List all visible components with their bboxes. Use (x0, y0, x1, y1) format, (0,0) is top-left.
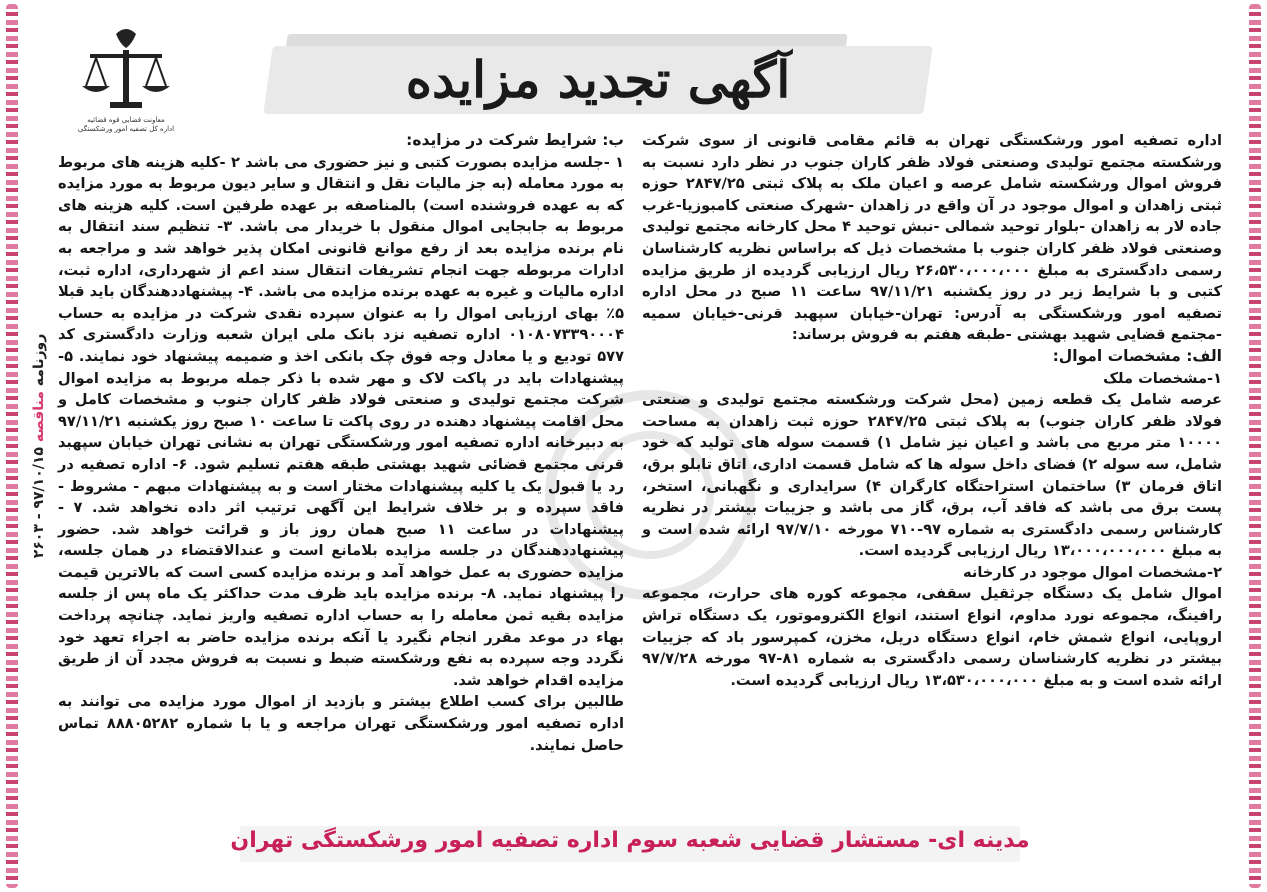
right-column (642, 130, 1222, 691)
section-a-heading: الف: مشخصات اموال: (1052, 346, 1222, 365)
newspaper-issue-line: روزنامه مناقصه ۹۷/۱۰/۱۵ - ۲۶۰۳ (31, 333, 47, 559)
item1-body: عرصه شامل یک قطعه زمین (محل شرکت ورشکسته مجتمع تولیدی و صنعتی فولاد ظفر کاران جنوب) به پلاک ثبتی ۲۸۴۷/۲۵ حوزه ثبت زاهدان به مساحت ۱۰۰۰۰ متر مربع می باشد و اعیان نیز شامل ۱) قسمت سوله های تولید که خود شامل، سه سوله ۲) فضای داخل سوله ها که شامل قسمت اداری، اتاق تابلو برق، اتاق فرمان ۳) ساختمان استراحتگاه کارگران ۴) سرایداری و نگهبانی، استخر، پست برق می باشد که فاقد آب، برق، گاز می باشد و جزییات بیشتر در نظریه کارشناس رسمی دادگستری به شماره ۹۷-۷۱۰ مورخه ۹۷/۷/۱۰ ارائه شده است و به مبلغ ۱۳،۰۰۰،۰۰۰،۰۰۰ ریال ارزیابی گردیده است. (642, 391, 1223, 560)
decorative-border-left (6, 4, 18, 888)
item2-body: اموال شامل یک دستگاه جرثقیل سقفی، مجموعه کوره های حرارت، مجموعه رافینگ، مجموعه نورد مداوم، انواع استند، انواع الکتروموتور، یک دستگاه تراش اروپایی، انواع شمش خام، انواع دستگاه دریل، مخزن، کمپرسور باد که جزییات بیشتر در نظریه کارشناسان رسمی دادگستری به شماره ۸۱-۹۷ مورخه ۹۷/۷/۲۸ ارائه شده است و به مبلغ ۱۳،۵۳۰،۰۰۰،۰۰۰ ریال ارزیابی گردیده است. (642, 585, 1222, 689)
conditions-body: ۱ -جلسه مزایده بصورت کتبی و نیز حضوری می باشد ۲ -کلیه هزینه های مربوط به مورد معامله (به جز مالیات نقل و انتقال و سایر دیون مربوط به مورد مزایده که به عهده فروشنده است) بالمناصفه بر عهده طرفین است. کلیه هزینه های مربوط به جابجایی اموال منقول با خریدار می باشد. ۳- تنظیم سند انتقال به نام برنده مزایده بعد از رفع موانع قانونی امکان پذیر خواهد شد و مراجعه به ادارات مربوطه جهت انجام تشریفات انتقال سند اعم از شهرداری، اداره ثبت، اداره مالیات و غیره به عهده برنده مزایده می باشد. ۴- پیشنهاددهندگان باید قبلا ۵٪ بهای ارزیابی اموال را به عنوان سپرده نقدی شرکت در مزایده به حساب ۰۱۰۸۰۷۳۳۹۰۰۰۴ اداره تصفیه نزد بانک ملی ایران شعبه وزارت دادگستری کد ۵۷۷ تودیع و یا معادل وجه فوق چک بانکی اخذ و ضمیمه پیشنهاد خود نمایند. ۵- پیشنهادات باید در پاکت لاک و مهر شده با ذکر جمله مربوط به مزایده اموال شرکت مجتمع تولیدی و صنعتی فولاد ظفر کاران جنوب و مشخصات کامل و محل اقامت پیشنهاد دهنده در روی پاکت تا ساعت ۱۰ صبح روز یکشنبه ۹۷/۱۱/۲۱ به دبیرخانه اداره تصفیه امور ورشکستگی تهران به نشانی تهران خیابان سپهبد قرنی مجتمع قضائی شهید بهشتی طبقه هفتم تسلیم شود. ۶- اداره تصفیه در رد یا قبول یک یا کلیه پیشنهادات مختار است و به پیشنهادات مبهم - مشروط - فاقد سپرده و بر خلاف شرایط این آگهی ترتیب اثر داده نخواهد شد. ۷ - پیشنهادات در ساعت ۱۱ صبح همان روز باز و قرائت خواهد شد. حضور پیشنهاددهندگان در جلسه مزایده بلامانع است و عندالاقتضاء در همان جلسه، مزایده حضوری به عمل خواهد آمد و برنده مزایده کسی است که بالاترین قیمت را پیشنهاد نماید. ۸- برنده مزایده باید ظرف مدت حداکثر یک ماه پس از جلسه مزایده بقیه ثمن معامله را به حساب اداره تصفیه واریز نماید. چنانچه پرداخت بهاء در موعد مقرر انجام نگیرد یا آنکه برنده مزایده حاضر به اجراء تعهد خود نگردد وجه سپرده به نفع ورشکسته ضبط و نسبت به فروش مجدد آن از طریق مزایده اقدام خواهد شد. (58, 153, 624, 689)
item1-title: ۱-مشخصات ملک (1103, 369, 1222, 387)
page-title: آگهی تجدید مزایده (405, 50, 791, 109)
signature-text: مدینه ای- مستشار قضایی شعبه سوم اداره تصفیه امور ورشکستگی تهران (230, 828, 1030, 853)
title-banner (258, 28, 938, 124)
scales-of-justice-icon (76, 24, 176, 116)
left-column (58, 130, 624, 756)
emblem-caption-1: معاونت قضایی قوه قضائیه (87, 116, 165, 124)
closing-paragraph: طالبین برای کسب اطلاع بیشتر و بازدید از اموال مورد مزایده می توانند به اداره تصفیه امور ورشکستگی تهران مراجعه و یا با شماره ۸۸۸۰۵۲۸۲ تماس حاصل نمایند. (58, 693, 624, 754)
judiciary-emblem (76, 24, 176, 134)
newspaper-side-strip (22, 0, 56, 892)
decorative-border-right (1249, 4, 1261, 888)
item2-title: ۲-مشخصات اموال موجود در کارخانه (962, 563, 1222, 581)
signature-footer (180, 822, 1080, 866)
intro-paragraph: اداره تصفیه امور ورشکستگی تهران به قائم مقامی قانونی از سوی شرکت ورشکسته مجتمع تولیدی وصنعتی فولاد ظفر کاران جنوب در نظر دارد نسبت به فروش اموال ورشکسته شامل عرصه و اعیان ملک به پلاک ثبتی ۲۸۴۷/۲۵ حوزه ثبتی زاهدان و اموال موجود در آن واقع در زاهدان -شهرک صنعتی کامبوزیا-غرب جاده لار به زاهدان -بلوار توحید شمالی -نبش توحید ۴ محل کارخانه مجتمع تولیدی وصنعتی فولاد ظفر کاران جنوب با مشخصات ذیل که براساس نظریه کارشناسان رسمی دادگستری به مبلغ ۲۶،۵۳۰،۰۰۰،۰۰۰ ریال ارزیابی گردیده از طریق مزایده کتبی و با شرایط زیر در روز یکشنبه ۹۷/۱۱/۲۱ ساعت ۱۱ صبح در محل اداره تصفیه امور ورشکستگی به آدرس: تهران-خیابان سپهبد قرنی-خیابان سمیه -مجتمع قضایی شهید بهشتی -طبقه هفتم به فروش برساند: (642, 132, 1223, 344)
emblem-caption-2: اداره کل تصفیه امور ورشکستگی (77, 125, 175, 133)
section-b-heading: ب: شرایط شرکت در مزایده: (406, 131, 624, 149)
